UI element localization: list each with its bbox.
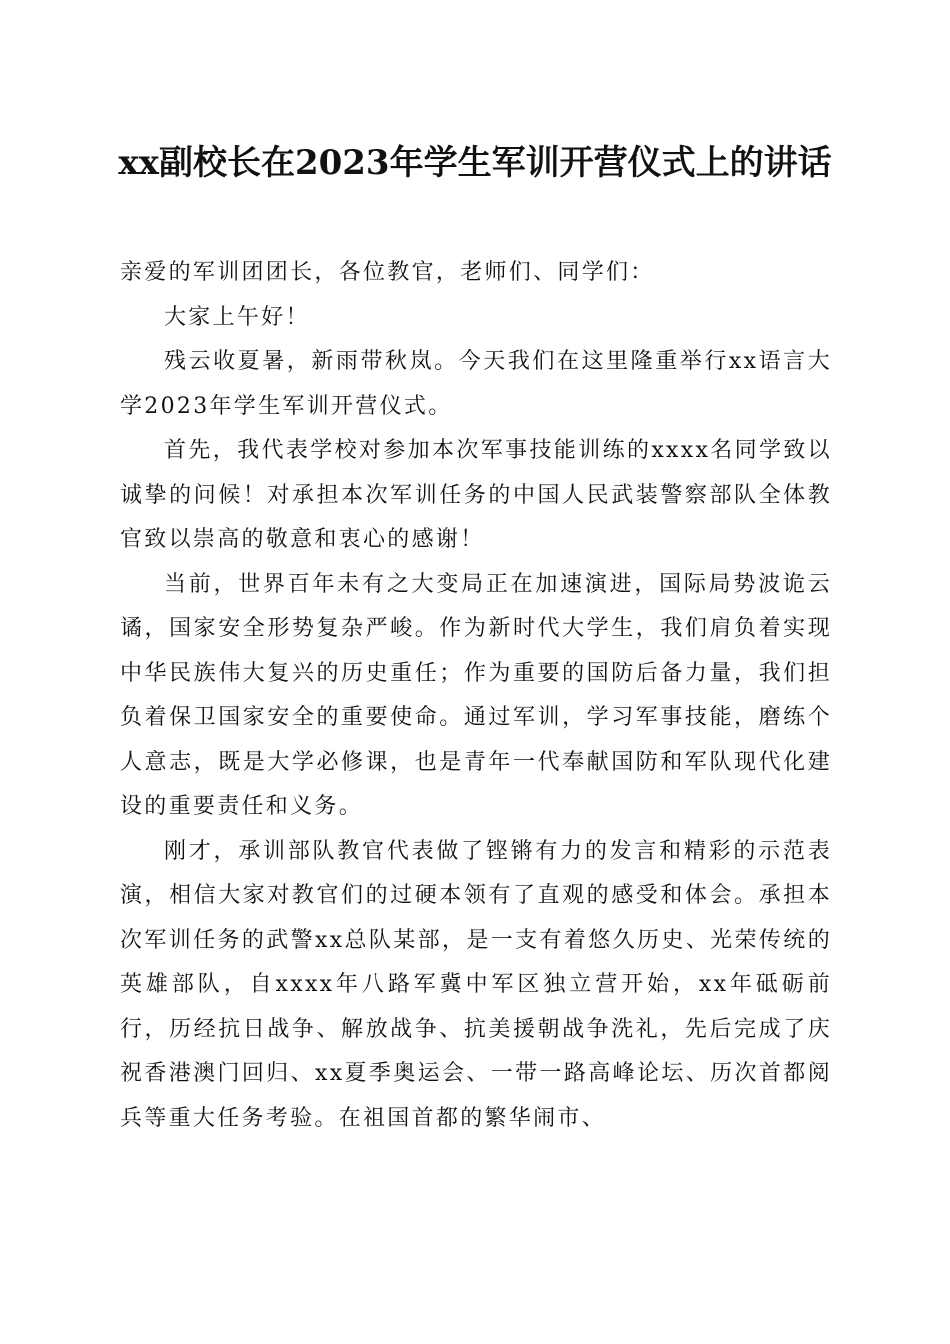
paragraph-greeting: 大家上午好！: [164, 304, 310, 330]
paragraph-troops: 刚才，承训部队教官代表做了铿锵有力的发言和精彩的示范表演，相信大家对教官们的过硬本领有了直观的感受和体会。承担本次军训任务的武警xx总队某部，是一支有着悠久历史、光荣传统的英雄部队，自xxxx年八路军冀中军区独立营开始，xx年砥砺前行，历经抗日战争、解放战争、抗美援朝战争洗礼，先后完成了庆祝香港澳门回归、xx夏季奥运会、一带一路高峰论坛、历次首都阅兵等重大任务考验。在祖国首都的繁华闹市、: [120, 838, 832, 1131]
paragraph-opening: 残云收夏暑，新雨带秋岚。今天我们在这里隆重举行xx语言大学2023年学生军训开营仪式。: [120, 349, 832, 419]
paragraph-context: 当前，世界百年未有之大变局正在加速演进，国际局势波诡云谲，国家安全形势复杂严峻。作为新时代大学生，我们肩负着实现中华民族伟大复兴的历史重任；作为重要的国防后备力量，我们担负着保卫国家安全的重要使命。通过军训，学习军事技能，磨练个人意志，既是大学必修课，也是青年一代奉献国防和军队现代化建设的重要责任和义务。: [120, 571, 832, 819]
paragraph-thanks: 首先，我代表学校对参加本次军事技能训练的xxxx名同学致以诚挚的问候！对承担本次军训任务的中国人民武装警察部队全体教官致以崇高的敬意和衷心的感谢！: [120, 438, 832, 552]
document-body: [120, 251, 832, 1141]
document-title: xx副校长在2023年学生军训开营仪式上的讲话: [118, 143, 832, 183]
salutation: 亲爱的军训团团长，各位教官，老师们、同学们：: [120, 260, 655, 285]
